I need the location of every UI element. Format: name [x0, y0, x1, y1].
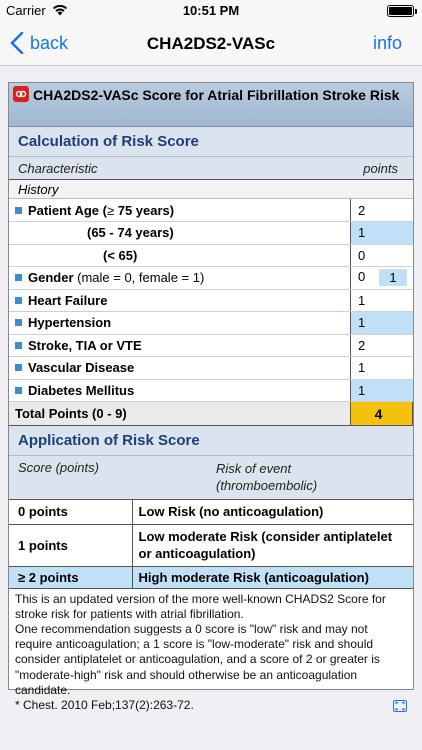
bullet-icon	[15, 274, 22, 281]
card-title-text: CHA2DS2-VASc Score for Atrial Fibrillation Stroke Risk	[33, 87, 400, 103]
row-age-under-65[interactable]: (< 65) 0	[9, 244, 413, 267]
gender-female-option[interactable]: 1	[379, 269, 407, 286]
clock: 10:51 PM	[182, 3, 240, 18]
col-score: Score (points)	[18, 460, 99, 475]
points-stroke: 2	[351, 334, 413, 357]
row-vascular-disease[interactable]: Vascular Disease 1	[9, 357, 413, 380]
carrier-label: Carrier	[6, 3, 46, 18]
risk-factor-table	[9, 199, 413, 426]
explanation-note: This is an updated version of the more well-known CHADS2 Score for stroke risk for patients with atrial fibrillation. One recommendation suggests a 0 score is "low" risk and may not require anticoagulation; a 1 score is "low-moderate" risk and should consider antiplatelet or anticoagulation, and a score of 2 or greater is "moderate-high" risk and should otherwise be an anticoagulation candidate. * Chest. 2010 Feb;137(2):263-72.	[9, 589, 413, 717]
col-risk: Risk of event (thromboembolic)	[216, 461, 318, 493]
bullet-icon	[15, 207, 22, 214]
row-diabetes[interactable]: Diabetes Mellitus 1	[9, 379, 413, 402]
status-bar	[0, 0, 422, 22]
col-points: points	[363, 160, 398, 176]
row-heart-failure[interactable]: Heart Failure 1	[9, 289, 413, 312]
row-age-65-74[interactable]: (65 - 74 years) 1	[9, 222, 413, 245]
gender-male-option[interactable]: 0	[358, 269, 366, 285]
bullet-icon	[15, 387, 22, 394]
card-title	[9, 83, 413, 127]
page-title: CHA2DS2-VASc	[146, 34, 276, 53]
application-column-headers	[9, 456, 413, 500]
bullet-icon	[15, 319, 22, 326]
row-gender[interactable]: Gender (male = 0, female = 1) 0 1	[9, 267, 413, 290]
application-row: 0 points Low Risk (no anticoagulation)	[9, 500, 413, 524]
group-history: History	[9, 179, 413, 199]
info-button[interactable]: info	[372, 33, 402, 53]
application-row: 1 points Low moderate Risk (consider antiplatelet or anticoagulation)	[9, 524, 413, 566]
col-characteristic: Characteristic	[18, 160, 98, 176]
points-heart-failure: 1	[351, 289, 413, 312]
points-hypertension: 1	[351, 312, 413, 335]
points-age-75: 2	[351, 199, 413, 222]
bullet-icon	[15, 297, 22, 304]
calc-column-headers	[9, 157, 413, 179]
back-label: back	[30, 32, 69, 53]
application-section-heading: Application of Risk Score	[9, 426, 413, 456]
row-age-75[interactable]: Patient Age (≥ 75 years) 2	[9, 199, 413, 222]
row-hypertension[interactable]: Hypertension 1	[9, 312, 413, 335]
bullet-icon	[15, 364, 22, 371]
total-points-value: 4	[351, 402, 413, 426]
row-stroke[interactable]: Stroke, TIA or VTE 2	[9, 334, 413, 357]
bullet-icon	[15, 342, 22, 349]
total-label: Total Points (0 - 9)	[9, 402, 351, 426]
points-age-under-65: 0	[351, 244, 413, 267]
row-total	[9, 402, 413, 426]
calc-section-heading: Calculation of Risk Score	[9, 127, 413, 157]
navigation-bar	[0, 22, 422, 66]
expand-icon[interactable]	[393, 700, 407, 712]
points-vascular-disease: 1	[351, 357, 413, 380]
points-age-65-74: 1	[351, 222, 413, 245]
app-logo-icon	[13, 86, 29, 102]
back-button[interactable]	[10, 32, 68, 54]
application-row-highlighted: ≥ 2 points High moderate Risk (anticoagulation)	[9, 566, 413, 588]
battery-icon	[387, 5, 414, 17]
chevron-left-icon	[10, 32, 24, 54]
score-card	[8, 82, 414, 712]
risk-application-table	[9, 500, 413, 589]
points-diabetes: 1	[351, 379, 413, 402]
